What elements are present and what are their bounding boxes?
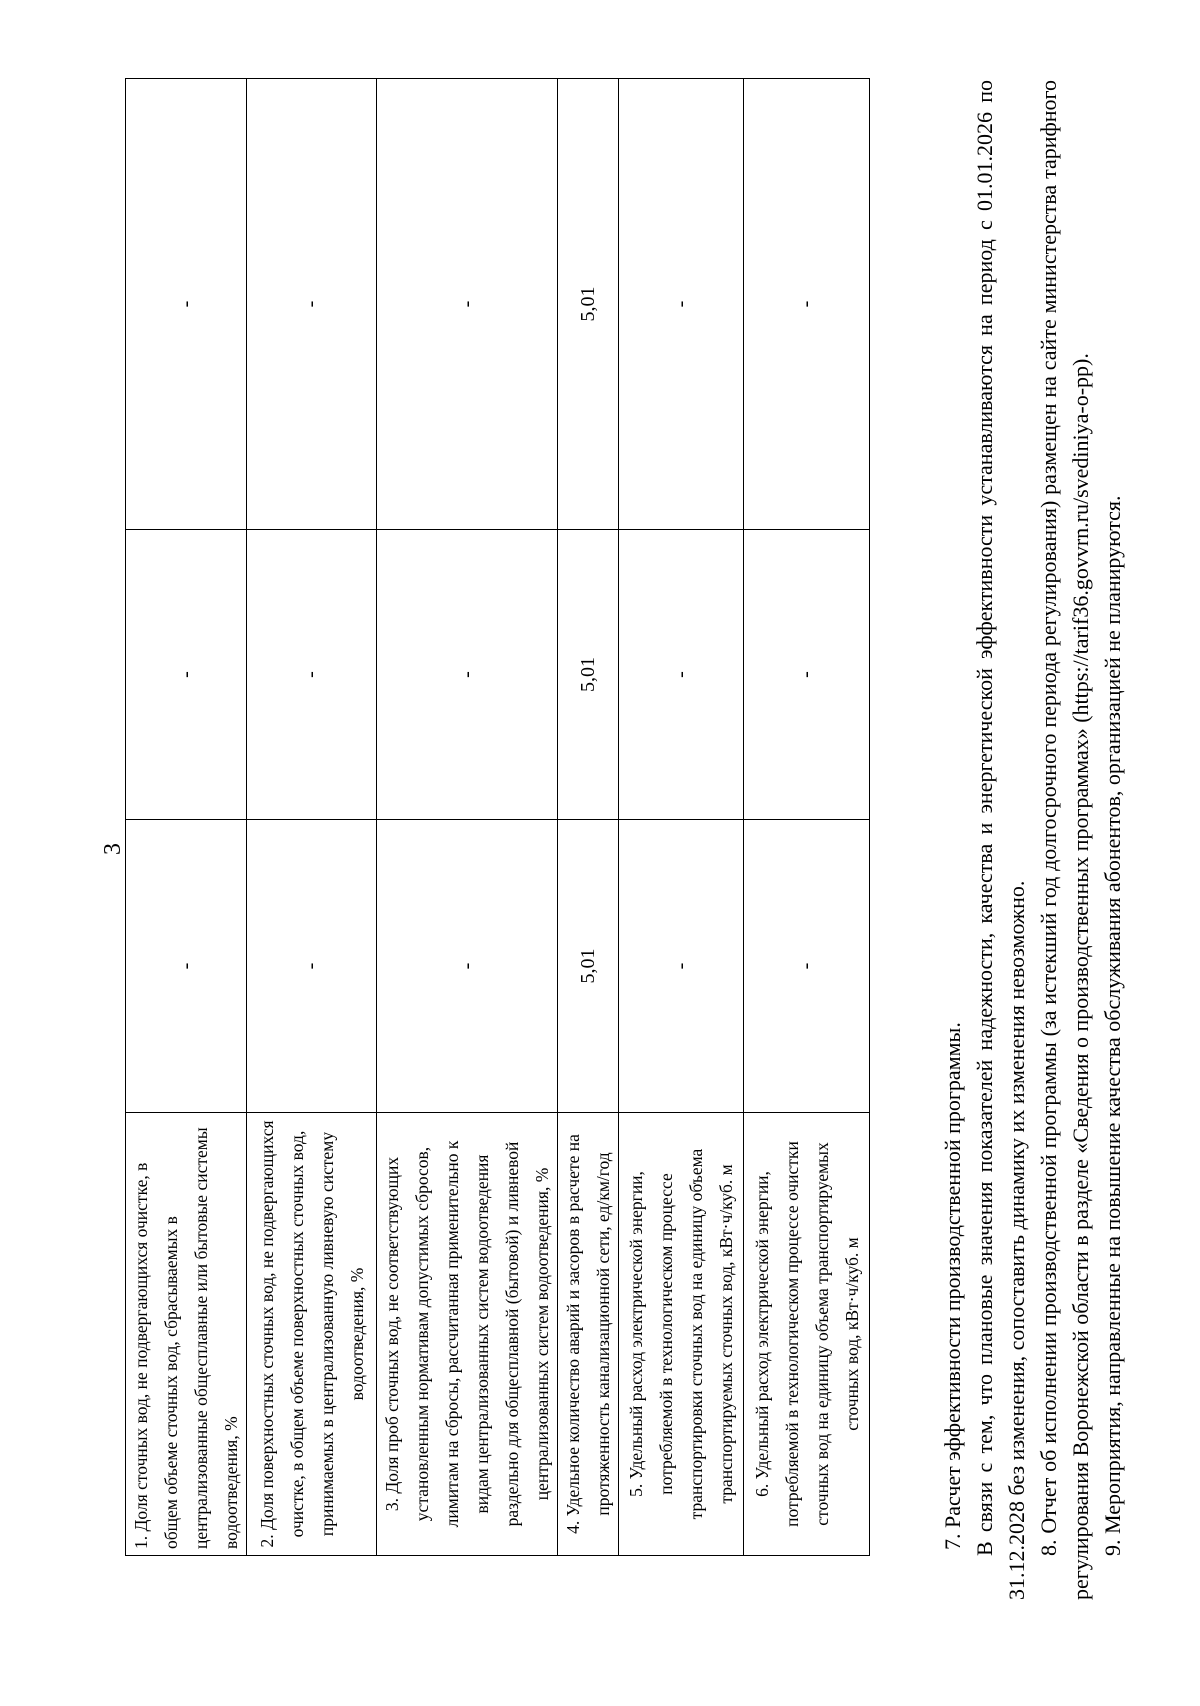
indicator-label: 1. Доля сточных вод, не подвергающихся очистке, в общем объеме сточных вод, сбрасываемых в централизованные общесплавные или бытовые системы водоотведения, % xyxy=(126,1113,247,1556)
section-8-text: 8. Отчет об исполнении производственной программы (за истекший год долгосрочного периода регулирования) размещен на сайте министерства тарифного регулирования Воронежской области в разделе «Сведения о производственных программах» (https://tarif36.govvrn.ru/svediniya-o-pp). xyxy=(1036,80,1093,1600)
indicator-value: - xyxy=(619,530,744,820)
indicator-value: - xyxy=(247,79,377,530)
document-body xyxy=(937,80,1129,1600)
indicator-value: - xyxy=(377,820,558,1113)
indicator-value: - xyxy=(744,530,870,820)
indicator-value: 5,01 xyxy=(558,79,619,530)
indicator-value: - xyxy=(126,79,247,530)
indicator-value: 5,01 xyxy=(558,530,619,820)
indicator-value: 5,01 xyxy=(558,820,619,1113)
indicator-label: 3. Доля проб сточных вод, не соответствующих установленным нормативам допустимых сбросов, лимитам на сбросы, рассчитанная применительно к видам централизованных систем водоотведения раздельно для общесплавной (бытовой) и ливневой централизованных систем водоотведения, % xyxy=(377,1113,558,1556)
page-number: 3 xyxy=(100,843,126,855)
section-9-text: 9. Мероприятия, направленные на повышение качества обслуживания абонентов, организацией не планируются. xyxy=(1100,495,1125,1556)
table-row xyxy=(126,79,247,1556)
table-row xyxy=(377,79,558,1556)
indicator-value: - xyxy=(744,79,870,530)
table-row xyxy=(247,79,377,1556)
indicator-value: - xyxy=(744,820,870,1113)
table-row xyxy=(619,79,744,1556)
indicator-value: - xyxy=(619,79,744,530)
indicator-label: 2. Доля поверхностных сточных вод, не подвергающихся очистке, в общем объеме поверхностных сточных вод, принимаемых в централизованную ливневую систему водоотведения, % xyxy=(247,1113,377,1556)
indicator-value: - xyxy=(377,530,558,820)
indicator-value: - xyxy=(247,530,377,820)
indicator-value: - xyxy=(619,820,744,1113)
indicator-label: 5. Удельный расход электрической энергии, потребляемой в технологическом процессе транспортировки сточных вод на единицу объема транспортируемых сточных вод, кВт·ч/куб. м xyxy=(619,1113,744,1556)
indicator-value: - xyxy=(126,530,247,820)
section-7-heading: 7. Расчет эффективности производственной программы. xyxy=(940,1022,965,1550)
indicator-value: - xyxy=(247,820,377,1113)
table-row xyxy=(744,79,870,1556)
indicator-value: - xyxy=(126,820,247,1113)
section-7-text: В связи с тем, что плановые значения показателей надежности, качества и энергетической эффективности устанавливаются на период с 01.01.2026 по 31.12.2028 без изменения, сопоставить динамику их изменения невозможно. xyxy=(972,80,1029,1600)
table-row xyxy=(558,79,619,1556)
indicators-table xyxy=(125,78,870,1556)
indicator-value: - xyxy=(377,79,558,530)
indicator-label: 6. Удельный расход электрической энергии, потребляемой в технологическом процессе очистки сточных вод на единицу объема транспортируемых сточных вод, кВт·ч/куб. м xyxy=(744,1113,870,1556)
rotated-page xyxy=(100,60,1125,1600)
indicator-label: 4. Удельное количество аварий и засоров в расчете на протяженность канализационной сети, ед/км/год xyxy=(558,1113,619,1556)
